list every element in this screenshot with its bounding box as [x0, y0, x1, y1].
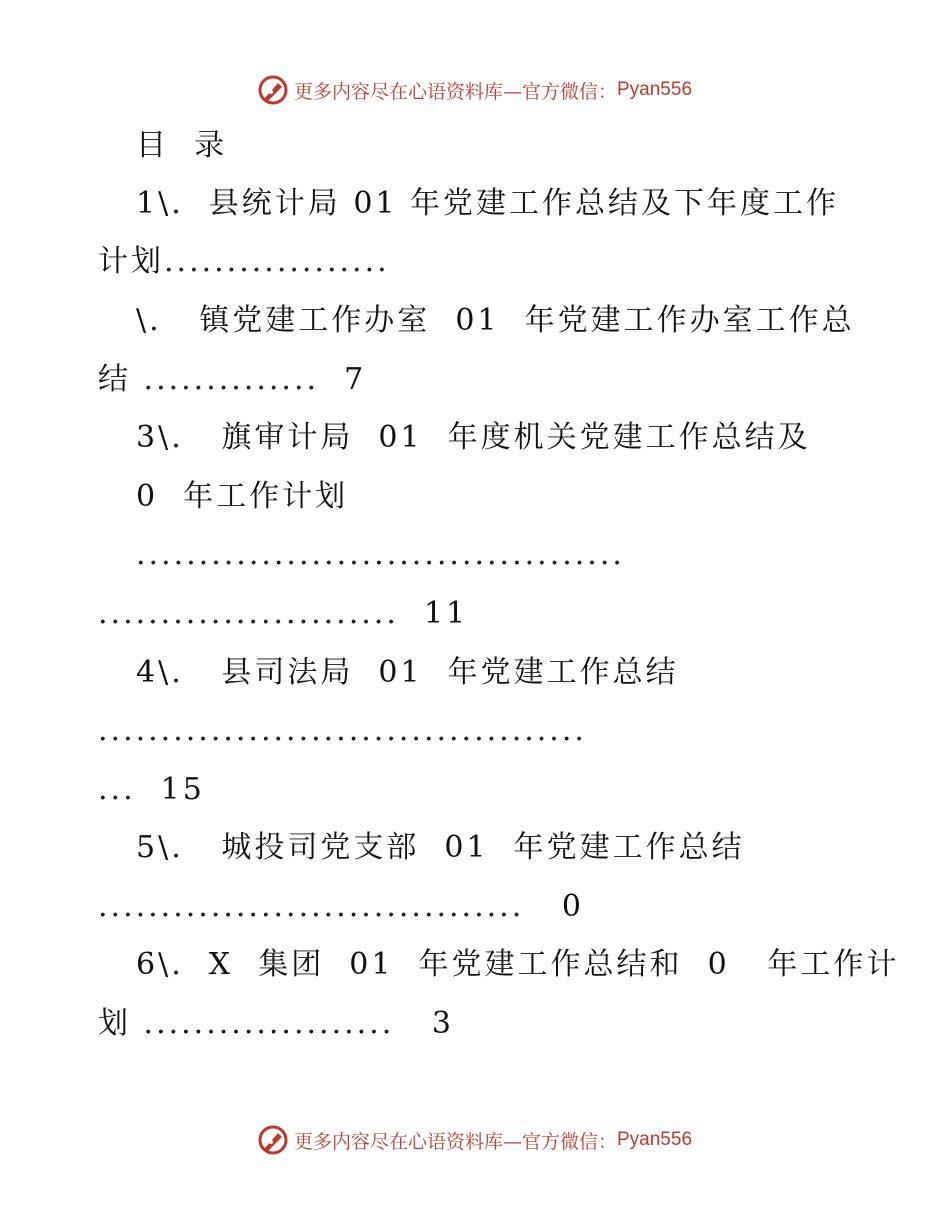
- toc-line: 计划..................: [98, 244, 390, 279]
- toc-line: ... 15: [98, 772, 205, 807]
- toc-line: .......................................: [136, 537, 625, 572]
- toc-line: .......................................: [98, 713, 587, 748]
- toc-line: 结 .............. 7: [98, 362, 367, 397]
- toc-line: 0 年工作计划: [136, 479, 349, 514]
- toc-line: 划 .................... 3: [98, 1006, 454, 1041]
- header-wechat-id: Pyan556: [617, 79, 693, 100]
- footer-wechat-id: Pyan556: [617, 1129, 693, 1150]
- toc-line: .................................. 0: [98, 889, 584, 924]
- footer-site-text: 更多内容尽在心语资料库—官方微信：: [293, 1130, 617, 1153]
- footer-banner: [0, 1120, 950, 1160]
- header-banner: [0, 70, 950, 110]
- pen-logo-icon: [258, 75, 288, 105]
- toc-title: 目 录: [136, 128, 228, 163]
- toc-line: 1\. 县统计局 01 年党建工作总结及下年度工作: [136, 186, 840, 221]
- header-site-text: 更多内容尽在心语资料库—官方微信：: [293, 80, 617, 103]
- toc-line: \. 镇党建工作办室 01 年党建工作办室工作总: [136, 303, 855, 338]
- toc-line: 5\. 城投司党支部 01 年党建工作总结: [136, 830, 745, 865]
- toc-line: ........................ 11: [98, 596, 469, 631]
- toc-line: 6\. X 集团 01 年党建工作总结和 0 年工作计: [136, 947, 900, 982]
- toc-line: 3\. 旗审计局 01 年度机关党建工作总结及: [136, 420, 811, 455]
- toc-line: 4\. 县司法局 01 年党建工作总结: [136, 655, 679, 690]
- pen-logo-icon: [258, 1125, 288, 1155]
